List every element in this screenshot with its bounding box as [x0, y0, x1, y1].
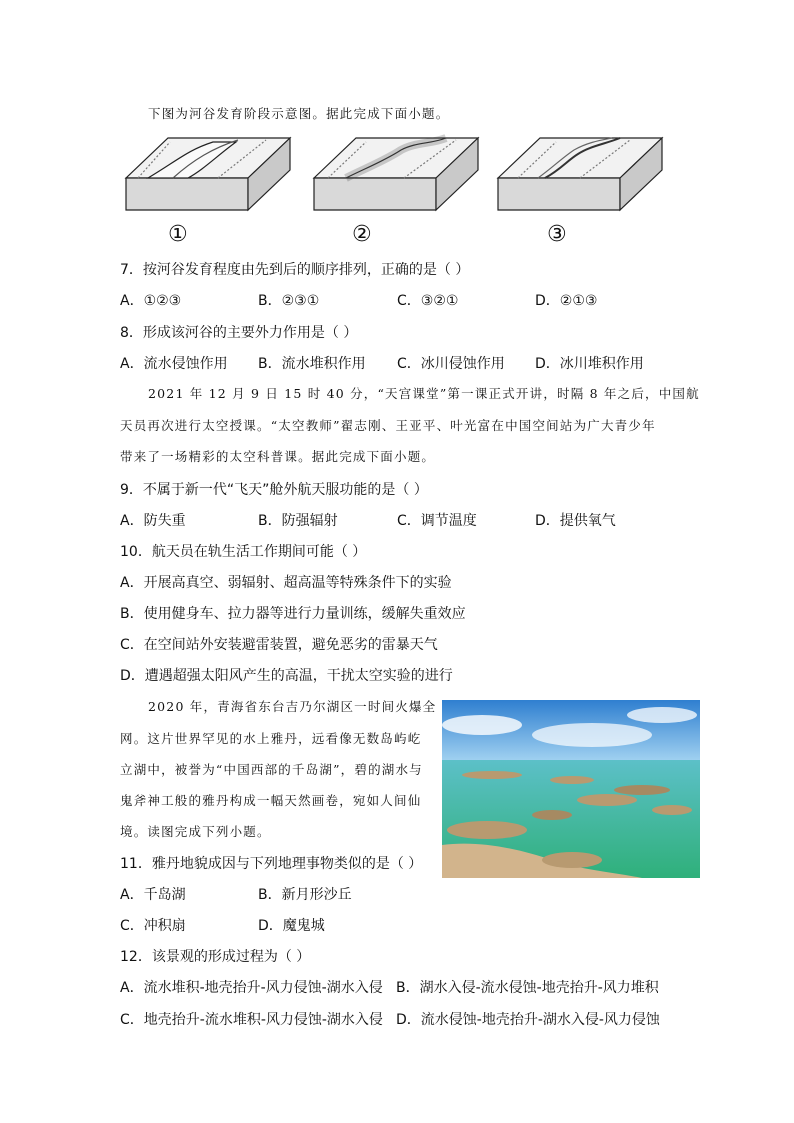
figure-label-1: ① — [168, 222, 188, 247]
question-11-option-c[interactable]: C．冲积扇 — [120, 918, 186, 934]
question-9-option-b[interactable]: B．防强辐射 — [258, 513, 338, 529]
question-9-option-a[interactable]: A．防失重 — [120, 513, 186, 529]
yardang-lake-photo — [442, 700, 700, 878]
question-9-stem: 9．不属于新一代“飞天”舱外航天服功能的是（ ） — [120, 482, 428, 498]
question-11-option-d[interactable]: D．魔鬼城 — [258, 918, 325, 934]
question-8-option-d[interactable]: D．冰川堆积作用 — [535, 356, 644, 372]
valley-stage-1-figure — [126, 138, 290, 210]
question-12-option-b[interactable]: B．湖水入侵-流水侵蚀-地壳抬升-风力堆积 — [396, 980, 659, 996]
passage-yardang-line-2: 网。这片世界罕见的水上雅丹，远看像无数岛屿屹 — [120, 731, 422, 746]
question-10-option-a[interactable]: A．开展高真空、弱辐射、超高温等特殊条件下的实验 — [120, 575, 452, 591]
question-7-option-a[interactable]: A．①②③ — [120, 293, 182, 309]
question-11-option-a[interactable]: A．千岛湖 — [120, 887, 186, 903]
question-9-option-d[interactable]: D．提供氧气 — [535, 513, 616, 529]
question-7-stem: 7．按河谷发育程度由先到后的顺序排列，正确的是（ ） — [120, 262, 470, 278]
question-7-option-d[interactable]: D．②①③ — [535, 293, 598, 309]
question-7-option-c[interactable]: C．③②① — [397, 293, 459, 309]
question-11-option-b[interactable]: B．新月形沙丘 — [258, 887, 352, 903]
question-12-option-c[interactable]: C．地壳抬升-流水堆积-风力侵蚀-湖水入侵 — [120, 1012, 383, 1028]
figure-label-2: ② — [352, 222, 372, 247]
figure-label-3: ③ — [547, 222, 567, 247]
question-9-option-c[interactable]: C．调节温度 — [397, 513, 477, 529]
valley-stage-3-figure — [498, 138, 662, 210]
question-8-option-b[interactable]: B．流水堆积作用 — [258, 356, 366, 372]
question-10-option-d[interactable]: D．遭遇超强太阳风产生的高温，干扰太空实验的进行 — [120, 668, 453, 684]
question-12-option-d[interactable]: D．流水侵蚀-地壳抬升-湖水入侵-风力侵蚀 — [396, 1012, 660, 1028]
passage-space-line-2: 天员再次进行太空授课。“太空教师”翟志刚、王亚平、叶光富在中国空间站为广大青少年 — [120, 418, 656, 433]
passage-yardang-line-5: 境。读图完成下列小题。 — [120, 824, 271, 839]
passage-space-line-3: 带来了一场精彩的太空科普课。据此完成下面小题。 — [120, 449, 436, 464]
question-10-option-c[interactable]: C．在空间站外安装避雷装置，避免恶劣的雷暴天气 — [120, 637, 438, 653]
question-11-stem: 11．雅丹地貌成因与下列地理事物类似的是（ ） — [120, 856, 423, 872]
question-10-stem: 10．航天员在轨生活工作期间可能（ ） — [120, 544, 367, 560]
passage-yardang-line-1: 2020 年，青海省东台吉乃尔湖区一时间火爆全 — [148, 699, 437, 714]
passage-yardang-line-4: 鬼斧神工般的雅丹构成一幅天然画卷，宛如人间仙 — [120, 793, 422, 808]
question-12-stem: 12．该景观的形成过程为（ ） — [120, 949, 311, 965]
question-12-option-a[interactable]: A．流水堆积-地壳抬升-风力侵蚀-湖水入侵 — [120, 980, 383, 996]
intro-valley: 下图为河谷发育阶段示意图。据此完成下面小题。 — [148, 106, 450, 121]
question-7-option-b[interactable]: B．②③① — [258, 293, 320, 309]
question-8-stem: 8．形成该河谷的主要外力作用是（ ） — [120, 325, 358, 341]
question-8-option-c[interactable]: C．冰川侵蚀作用 — [397, 356, 505, 372]
valley-stage-figures — [118, 130, 678, 220]
valley-stage-2-figure — [314, 138, 478, 210]
passage-space-line-1: 2021 年 12 月 9 日 15 时 40 分，“天宫课堂”第一课正式开讲，时隔 8 年之后，中国航 — [148, 386, 700, 401]
passage-yardang-line-3: 立湖中，被誉为“中国西部的千岛湖”，碧的湖水与 — [120, 762, 423, 777]
question-8-option-a[interactable]: A．流水侵蚀作用 — [120, 356, 228, 372]
question-10-option-b[interactable]: B．使用健身车、拉力器等进行力量训练，缓解失重效应 — [120, 606, 466, 622]
